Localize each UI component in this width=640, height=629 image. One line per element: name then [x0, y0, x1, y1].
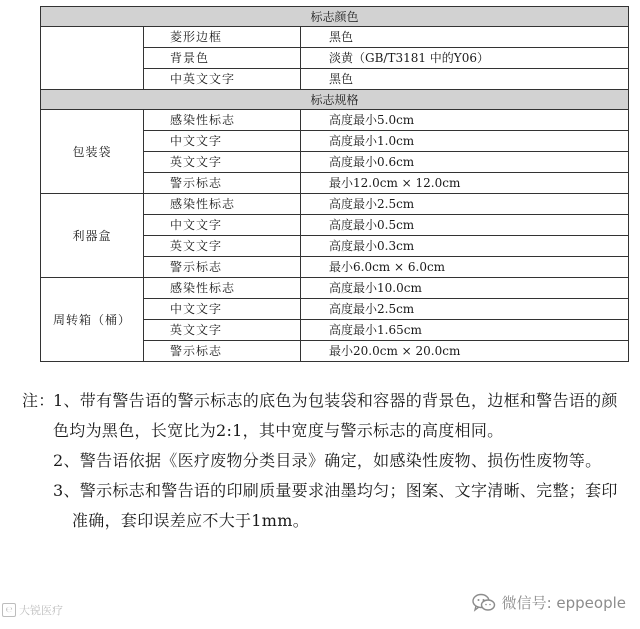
note-text: 带有警告语的警示标志的底色为包装袋和容器的背景色，边框和警告语的颜色均为黑色，长宽比为2:1，其中宽度与警示标志的高度相同。 [53, 391, 618, 440]
notes-section [22, 386, 632, 536]
spec-header: 标志规格 [41, 90, 629, 110]
wechat-icon [472, 593, 496, 613]
table-value-cell: 最小6.0cm × 6.0cm [301, 257, 629, 278]
table-item-cell: 英文文字 [144, 152, 301, 173]
table-item-cell: 中英文文字 [144, 69, 301, 90]
table-row [41, 27, 629, 48]
table-value-cell: 高度最小10.0cm [301, 278, 629, 299]
notes-prefix: 注： [22, 391, 55, 410]
note-number: 3、 [53, 481, 80, 500]
table-item-cell: 感染性标志 [144, 194, 301, 215]
spec-table [40, 6, 629, 362]
table-value-cell: 高度最小1.0cm [301, 131, 629, 152]
watermark-right-text: 微信号: eppeople [501, 594, 626, 612]
watermark-left-text: 大锐医疗 [19, 604, 63, 617]
table-value-cell: 高度最小0.3cm [301, 236, 629, 257]
watermark-logo-icon: ℮ [2, 603, 16, 617]
note-item [22, 386, 632, 446]
note-item [22, 446, 632, 476]
color-group-cell [41, 27, 144, 90]
group-label: 包装袋 [41, 110, 144, 194]
table-value-cell: 黑色 [301, 27, 629, 48]
table-row [41, 194, 629, 215]
note-number: 2、 [53, 451, 80, 470]
table-value-cell: 高度最小0.5cm [301, 215, 629, 236]
table-item-cell: 英文文字 [144, 236, 301, 257]
group-label: 利器盒 [41, 194, 144, 278]
table-item-cell: 英文文字 [144, 320, 301, 341]
table-value-cell: 高度最小2.5cm [301, 194, 629, 215]
watermark-left [2, 602, 63, 618]
color-header: 标志颜色 [41, 7, 629, 27]
table-item-cell: 警示标志 [144, 341, 301, 362]
table-row [41, 278, 629, 299]
note-text: 警示标志和警告语的印刷质量要求油墨均匀；图案、文字清晰、完整；套印准确，套印误差应不大于1mm。 [72, 481, 618, 530]
table-item-cell: 感染性标志 [144, 110, 301, 131]
table-item-cell: 警示标志 [144, 257, 301, 278]
note-number: 1、 [53, 391, 80, 410]
table-item-cell: 警示标志 [144, 173, 301, 194]
table-row [41, 110, 629, 131]
table-value-cell: 黑色 [301, 69, 629, 90]
group-label: 周转箱（桶） [41, 278, 144, 362]
table-value-cell: 高度最小0.6cm [301, 152, 629, 173]
note-text: 警告语依据《医疗废物分类目录》确定，如感染性废物、损伤性废物等。 [79, 451, 602, 470]
table-value-cell: 高度最小2.5cm [301, 299, 629, 320]
table-item-cell: 中文文字 [144, 131, 301, 152]
table-value-cell: 最小12.0cm × 12.0cm [301, 173, 629, 194]
note-item [22, 476, 632, 536]
table-value-cell: 最小20.0cm × 20.0cm [301, 341, 629, 362]
watermark-right [472, 592, 626, 613]
table-value-cell: 高度最小1.65cm [301, 320, 629, 341]
table-header-row [41, 90, 629, 110]
table-header-row [41, 7, 629, 27]
table-item-cell: 背景色 [144, 48, 301, 69]
table-value-cell: 高度最小5.0cm [301, 110, 629, 131]
table-item-cell: 中文文字 [144, 215, 301, 236]
table-item-cell: 感染性标志 [144, 278, 301, 299]
table-item-cell: 菱形边框 [144, 27, 301, 48]
table-value-cell: 淡黄（GB/T3181 中的Y06） [301, 48, 629, 69]
table-item-cell: 中文文字 [144, 299, 301, 320]
